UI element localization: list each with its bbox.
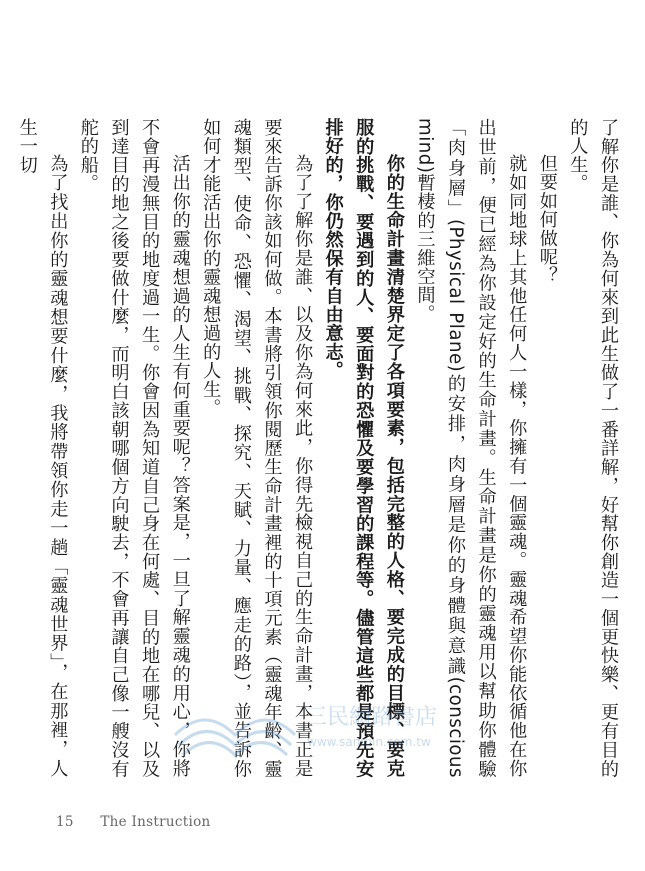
- paragraph-7: 為了找出你的靈魂想要什麼，我將帶領你走一趟「靈魂世界」，在那裡，人生一切: [16, 118, 69, 778]
- watermark-brand: 三民網路書店: [305, 705, 438, 730]
- paragraph-2: 但要如何做呢？: [536, 154, 558, 286]
- paragraph-6: 活出你的靈魂想過的人生有何重要呢？答案是，一旦了解靈魂的用心，你將不會再漫無目的地度過一生。你會因為知道自己身在何處、目的地在哪兒、以及到達目的地之後要做什麼，而明白該朝哪個方向駛去，不會再讓自己像一艘沒有舵的船。: [77, 118, 191, 778]
- running-title: The Instruction: [100, 814, 211, 830]
- paragraph-3: 就如同地球上其他任何人一樣，你擁有一個靈魂。靈魂希望你能依循他在你出世前，便已經為你設定好的生命計畫。生命計畫是你的靈魂用以幫助你體驗「肉身層」(Physical Plane)的安排，肉身層是你的身體與意識(conscious mind)暫棲的三維空間。: [414, 118, 528, 778]
- paragraph-4-bold: 你的生命計畫清楚界定了各項要素，包括完整的人格、要完成的目標、要克服的挑戰、要遇到的人、要面對的恐懼及要學習的課程等。儘管這些都是預先安排好的，你仍然保有自由意志。: [322, 118, 405, 778]
- page-number: 15: [56, 814, 74, 830]
- watermark-url: www.sanmin.com.tw: [307, 735, 431, 749]
- page-footer: [56, 814, 211, 830]
- paragraph-5: 為了了解你是誰、以及你為何來此，你得先檢視自己的生命計畫，本書正是要來告訴你該如何做。本書將引領你閱歷生命計畫裡的十項元素（靈魂年齡、靈魂類型、使命、恐懼、渴望、挑戰、探究、天賦、力量、應走的路），並告訴你如何才能活出你的靈魂想過的人生。: [200, 118, 314, 778]
- paragraph-1: 了解你是誰、你為何來到此生做了一番詳解，好幫你創造一個更快樂、更有目的的人生。: [567, 118, 619, 778]
- vertical-text-body: [16, 118, 623, 778]
